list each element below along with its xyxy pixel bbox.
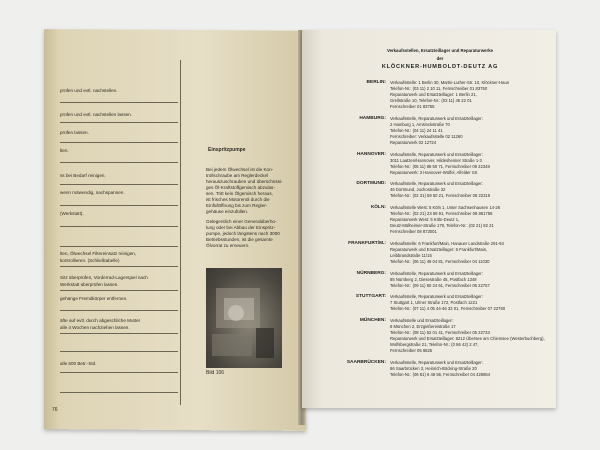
address-line: 46 Dortmund, Juchostraße 32 (390, 187, 446, 192)
address-line: Verkaufsstelle, Reparaturwerk und Ersatzteillager: (390, 152, 483, 157)
city-koeln: KÖLN: (370, 205, 386, 210)
city-frankfurt: FRANKFURT/M.: (348, 241, 386, 246)
city-nuernberg: NÜRNBERG: (356, 271, 386, 276)
maintenance-line: äfte auf evtl. durch abgeschliche Mutter (60, 318, 141, 323)
rule (60, 184, 178, 185)
address-line: Verkaufsstelle: 6 Frankfurt/Main, Hanauer Landstraße 291-93 (390, 241, 504, 246)
address-line: 2 Hamburg 1, Amsinckstraße 70 (390, 122, 450, 127)
maintenance-line: alle 4 Wochen nachziehen lassen. (60, 325, 130, 330)
maintenance-line: lten. (60, 148, 69, 153)
rule (60, 246, 178, 247)
address-line: Telefon-Nr.: (06 11) 49 04 81, Fernschreiber 04 11030 (390, 259, 490, 264)
maintenance-line: kontrollieren. (Schließtabelle) (60, 258, 120, 263)
figure-caption: Bild 106 (206, 370, 225, 376)
address-line: Reparaturwerk und Ersatzteillager: 1 Berlin 21, (390, 92, 477, 97)
company-name: KLÖCKNER-HUMBOLDT-DEUTZ AG (381, 64, 499, 70)
address-line: 66 Saarbrücken 3, Heinrich-Böcking-Straße 20 (390, 366, 477, 371)
maintenance-line: prüfen lassen. (60, 130, 89, 135)
maintenance-line: Werkstatt überprüfen lassen. (60, 282, 119, 287)
rule (60, 266, 178, 267)
address-line: 85 Nürnberg 2, Diesestraße 45, Postfach 1348 (390, 277, 477, 282)
pump-text-line: Ölvorrat zu erneuern. (206, 243, 250, 248)
address-line: Reparaturwerk West: 5 Köln-Deutz 1, (390, 217, 460, 222)
address-line: Verkaufsstelle: 1 Berlin 30, Martin-Luther-Str. 10, Klöckner-Haus (390, 80, 509, 85)
city-muenchen: MÜNCHEN: (359, 318, 386, 323)
address-line: Reparaturwerk 02 12724 (390, 140, 437, 145)
address-line: Fernschreiber 05 6825 (390, 348, 433, 353)
pump-text-line: gehäuse einzufüllen. (206, 209, 249, 214)
city-hamburg: HAMBURG: (359, 116, 386, 121)
rule (60, 310, 178, 311)
section-title: Einspritzpumpe (208, 147, 246, 153)
address-line: Telefon-Nr.: (06 81) 6 48 56, Fernschreiber 04 428864 (390, 372, 491, 377)
address-line: Wolfsbergstraße 21, Telefon-Nr.: (0 86 42) 2 47, (390, 342, 479, 347)
pump-text-line: lung oder bei Abbau der Einspritz- (206, 225, 276, 230)
engine-illustration (206, 268, 282, 368)
address-line: Reparaturwerk: 3 Hannover-Wülfel, Alfelder Str. (390, 170, 479, 175)
pump-text-line: pumpe, jedoch längstens nach 3000 (206, 231, 280, 236)
address-line: 3011 Laatzen/Hannover, Hildesheimer Straße 1-3 (390, 158, 482, 163)
maintenance-line: prüfen und evtl. nachstellen lassen. (60, 112, 133, 117)
address-line: Telefon-Nr.: (08 11) 52 01 41, Fernschreiber 05 22733 (390, 330, 490, 335)
rule (60, 162, 178, 163)
address-line: Fernschreiber 01 83765 (390, 104, 435, 109)
address-line: Leibbrandstraße 11/15 (390, 253, 432, 258)
heading-line: der (436, 56, 444, 61)
city-hannover: HANNOVER: (356, 152, 386, 157)
pump-text-line: Gelegentlich einer Generalüberho- (206, 219, 277, 224)
pump-text-line: ist frisches Motorenöl durch die (206, 197, 270, 202)
page-number: 76 (52, 407, 58, 413)
address-line: 8 München 2, Erzgießereistraße 17 (390, 324, 456, 329)
maintenance-line: (Werkstatt). (60, 211, 84, 216)
city-dortmund: DORTMUND: (356, 181, 386, 186)
rule (60, 372, 178, 373)
pump-text-line: sen. Tritt kein Ölgemisch heraus, (206, 191, 273, 196)
address-line: Telefon-Nr.: (07 11) 4 05 44-46 32 01, Fernschreiber 07 22760 (390, 306, 506, 311)
pump-text-line: trollschraube am Reglerdeckel (206, 173, 269, 178)
address-line: Telefon-Nr.: (02 21) 23 59 91, Fernschreiber 08 881788 (390, 211, 493, 216)
rule (60, 142, 178, 143)
address-line: Reparaturwerk und Ersatzteillager: 8212 Übersee am Chiemsee (Westerbuchberg), (390, 336, 545, 341)
address-line: Verkaufsstelle, Reparaturwerk und Ersatzteillager: (390, 271, 483, 276)
pump-photo (206, 268, 282, 368)
address-line: Deutz-Mülheimer-Straße 179, Telefon-Nr.: (02 21) 82 21 (390, 223, 494, 228)
address-line: Verkaufsstelle, Reparaturwerk und Ersatzteillager: (390, 116, 483, 121)
rule (60, 226, 178, 227)
pump-text-line: Betriebsstunden, ist die gesamte (206, 237, 273, 242)
address-line: Reparaturwerk und Ersatzteillager: 6 Frankfurt/Main, (390, 247, 488, 252)
maintenance-line: lten, Ölwechsel Filtereinsatz reinigen, (60, 251, 137, 256)
rule (60, 333, 178, 334)
rule (60, 290, 178, 291)
maintenance-line: Sitz überprüfen, Vorderrad-Lagerspiel nach (60, 275, 148, 280)
address-line: Verkaufsstelle, Reparaturwerk und Ersatzteillager: (390, 181, 483, 186)
pump-text-line: ges Öl-Kraftstoffgemisch abzulas- (206, 185, 275, 190)
rule (60, 351, 178, 352)
rule (60, 205, 178, 206)
address-line: Verkaufsstelle und Ersatzteillager: (390, 318, 454, 323)
address-line: Fernschreiber: Verkaufsstelle 02 11260 (390, 134, 463, 139)
address-line: Grellstraße 10, Telefon-Nr.: (03 11) 46 22 01 (390, 98, 472, 103)
rule (60, 122, 178, 123)
address-line: Verkaufsstelle West: 5 Köln 1, Unter Sachsenhausen 14-26 (390, 205, 501, 210)
address-line: Telefon-Nr.: (09 11) 60 24 61, Fernschreiber 06 22757 (390, 283, 490, 288)
maintenance-line: wenn notwendig, nachspannen. (60, 190, 125, 195)
city-saarbruecken: SAARBRÜCKEN: (346, 360, 386, 365)
city-stuttgart: STUTTGART: (355, 294, 386, 299)
address-line: Telefon-Nr.: (02 31) 59 50 21, Fernschreiber 08 22316 (390, 193, 491, 198)
address-line: Verkaufsstelle, Reparaturwerk und Ersatzteillager: (390, 294, 483, 299)
address-line: Verkaufsstelle, Reparaturwerk und Ersatzteillager: (390, 360, 483, 365)
maintenance-line: alle 600 Betr.-Std. (60, 361, 97, 366)
table-divider (180, 60, 181, 405)
pump-text-line: herauszuschrauben und überschüssi- (206, 179, 283, 184)
city-berlin: BERLIN: (366, 80, 386, 85)
heading-line: Verkaufsstellen, Ersatzteillager und Reparaturwerke (386, 48, 494, 53)
pump-text-line: Bei jedem Ölwechsel ist die Kon- (206, 167, 274, 172)
address-line: Fernschreiber 08 873001 (390, 229, 437, 234)
maintenance-line: prüfen und evtl. nachstellen. (60, 88, 118, 93)
address-line: Telefon-Nr.: (05 11) 86 50 71, Fernschreiber 09 22348 (390, 164, 490, 169)
pump-text-line: Einfüllöffnung bis zum Regler- (206, 203, 268, 208)
rule (60, 392, 178, 393)
address-line: 7 Stuttgart 1, Ulmer Straße 172, Postfach 1221 (390, 300, 478, 305)
rule (60, 102, 178, 103)
address-line: Telefon-Nr.: (04 11) 24 11 41 (390, 128, 443, 133)
maintenance-line: ss bei Bedarf reinigen. (60, 173, 106, 178)
address-line: Telefon-Nr.: (03 11) 2 10 11, Fernschreiber 01 83750 (390, 86, 488, 91)
maintenance-line: gehänge Fremdkörper entfernen. (60, 296, 128, 301)
